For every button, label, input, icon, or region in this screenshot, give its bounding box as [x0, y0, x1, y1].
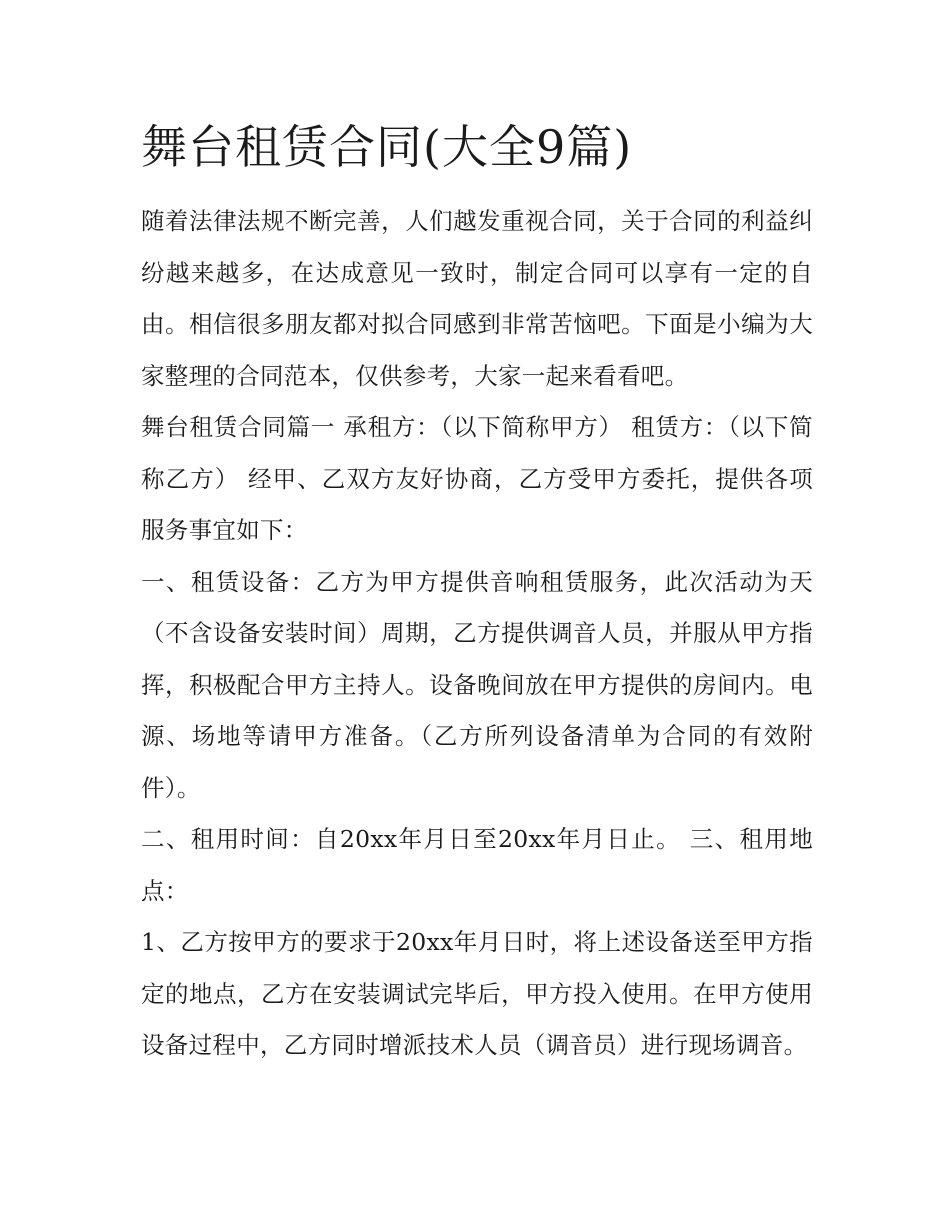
intro-paragraph: 随着法律法规不断完善，人们越发重视合同，关于合同的利益纠纷越来越多，在达成意见一致时，制定合同可以享有一定的自由。相信很多朋友都对拟合同感到非常苦恼吧。下面是小编为大家整理的合同范本，仅供参考，大家一起来看看吧。 — [141, 207, 813, 390]
contract-parties-paragraph: 舞台租赁合同篇一 承租方：（以下简称甲方） 租赁方：（以下简称乙方） 经甲、乙双方友好协商，乙方受甲方委托，提供各项服务事宜如下： — [141, 413, 813, 544]
document-page — [141, 112, 813, 1072]
clause-3-item-1: 1、乙方按甲方的要求于20xx年月日时，将上述设备送至甲方指定的地点，乙方在安装调试完毕后，甲方投入使用。在甲方使用设备过程中，乙方同时增派技术人员（调音员）进行现场调音。 — [141, 928, 813, 1059]
document-title: 舞台租赁合同(大全9篇) — [141, 120, 633, 174]
clause-1-rental-equipment: 一、租赁设备：乙方为甲方提供音响租赁服务，此次活动为天（不含设备安装时间）周期，乙方提供调音人员，并服从甲方指挥，积极配合甲方主持人。设备晚间放在甲方提供的房间内。电源、场地等请甲方准备。（乙方所列设备清单为合同的有效附件）。 — [141, 567, 813, 802]
clause-2-3-time-location: 二、租用时间：自20xx年月日至20xx年月日止。 三、租用地点： — [141, 825, 813, 905]
